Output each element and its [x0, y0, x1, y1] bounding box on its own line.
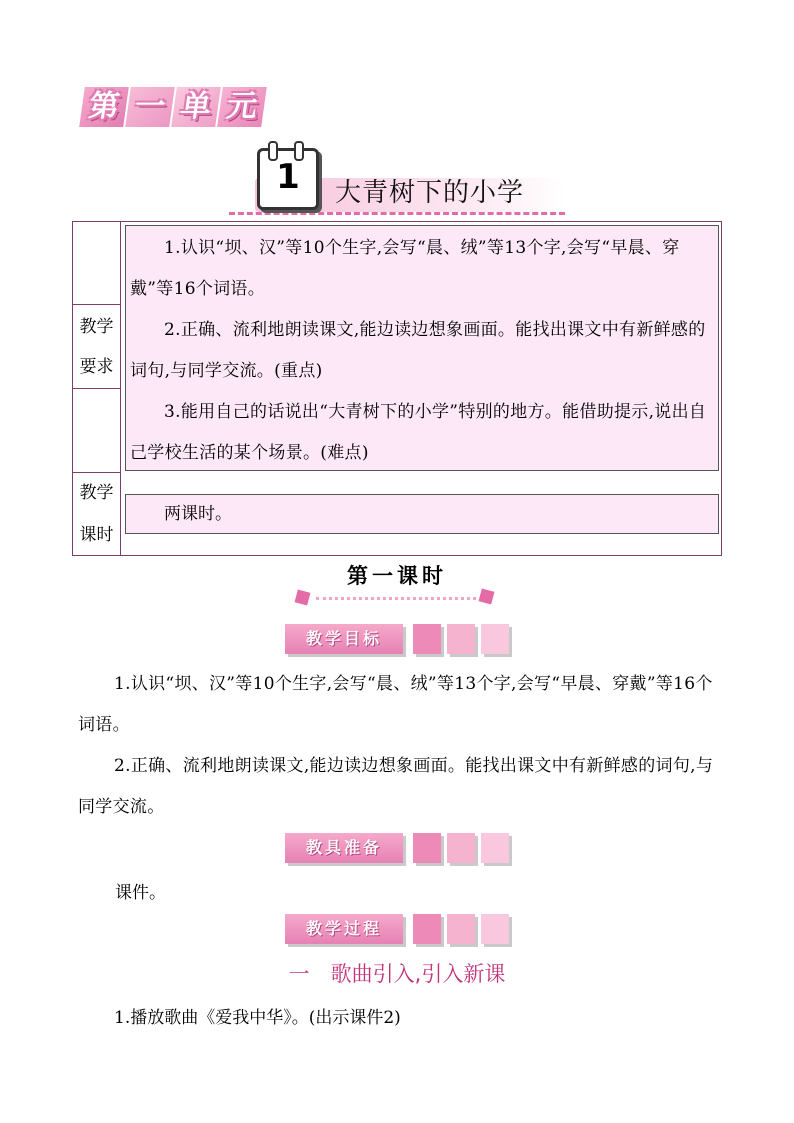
section-deco-square	[447, 833, 475, 863]
section-deco-square	[481, 833, 509, 863]
section-deco-square	[447, 624, 475, 654]
section-deco-square	[481, 914, 509, 944]
row-divider	[73, 304, 120, 305]
label-column	[73, 222, 121, 555]
step-item: 1.播放歌曲《爱我中华》。(出示课件2)	[114, 1008, 401, 1028]
row-divider	[73, 472, 120, 473]
requirement-item: 2.正确、流利地朗读课文,能边读边想象画面。能找出课文中有新鲜感的词句,与同学交流。(重点)	[130, 320, 706, 381]
lesson-number: 1	[276, 157, 300, 197]
label-requirements-line2: 要求	[79, 357, 114, 377]
unit-banner-char: 单	[171, 87, 221, 127]
lesson-header	[225, 140, 570, 218]
decoration-square	[479, 589, 495, 605]
calendar-icon	[257, 148, 319, 210]
section-deco-square	[413, 624, 441, 654]
requirement-item: 1.认识“坝、汉”等10个生字,会写“晨、绒”等13个字,会写“早晨、穿戴”等16个词语。	[130, 238, 680, 299]
section-deco-square	[413, 914, 441, 944]
materials-text: 课件。	[115, 883, 166, 903]
decoration-dotted-line	[316, 597, 476, 600]
requirements-table	[72, 221, 722, 556]
unit-banner-char: 一	[125, 87, 175, 127]
objective-item: 2.正确、流利地朗读课文,能边读边想象画面。能找出课文中有新鲜感的词句,与同学交流。	[78, 756, 714, 817]
unit-banner-char: 元	[217, 87, 267, 127]
section-label: 教具准备	[285, 833, 403, 863]
period-title-decoration	[296, 588, 496, 608]
section-deco-square	[413, 833, 441, 863]
section-label: 教学目标	[285, 624, 403, 654]
label-requirements-line1: 教学	[79, 317, 114, 337]
section-header-materials	[285, 833, 515, 867]
hours-box: 两课时。	[125, 494, 719, 534]
section-deco-square	[447, 914, 475, 944]
requirements-box	[125, 225, 719, 471]
unit-banner-char: 第	[79, 87, 129, 127]
decoration-square	[295, 590, 311, 606]
section-label: 教学过程	[285, 914, 403, 944]
section-deco-square	[481, 624, 509, 654]
lesson-dashed-underline	[229, 212, 565, 215]
step-title: 一 歌曲引入,引入新课	[288, 962, 506, 986]
period-title: 第一课时	[347, 564, 447, 588]
label-hours-line2: 课时	[79, 525, 114, 545]
requirement-item: 3.能用自己的话说出“大青树下的小学”特别的地方。能借助提示,说出自己学校生活的某个场景。(难点)	[130, 402, 707, 463]
objective-item: 1.认识“坝、汉”等10个生字,会写“晨、绒”等13个字,会写“早晨、穿戴”等16个词语。	[78, 674, 713, 735]
lesson-title: 大青树下的小学	[335, 178, 525, 208]
section-header-process	[285, 914, 515, 948]
row-divider	[73, 388, 120, 389]
section-header-objectives	[285, 624, 515, 658]
label-hours-line1: 教学	[79, 483, 114, 503]
unit-banner	[82, 85, 266, 129]
